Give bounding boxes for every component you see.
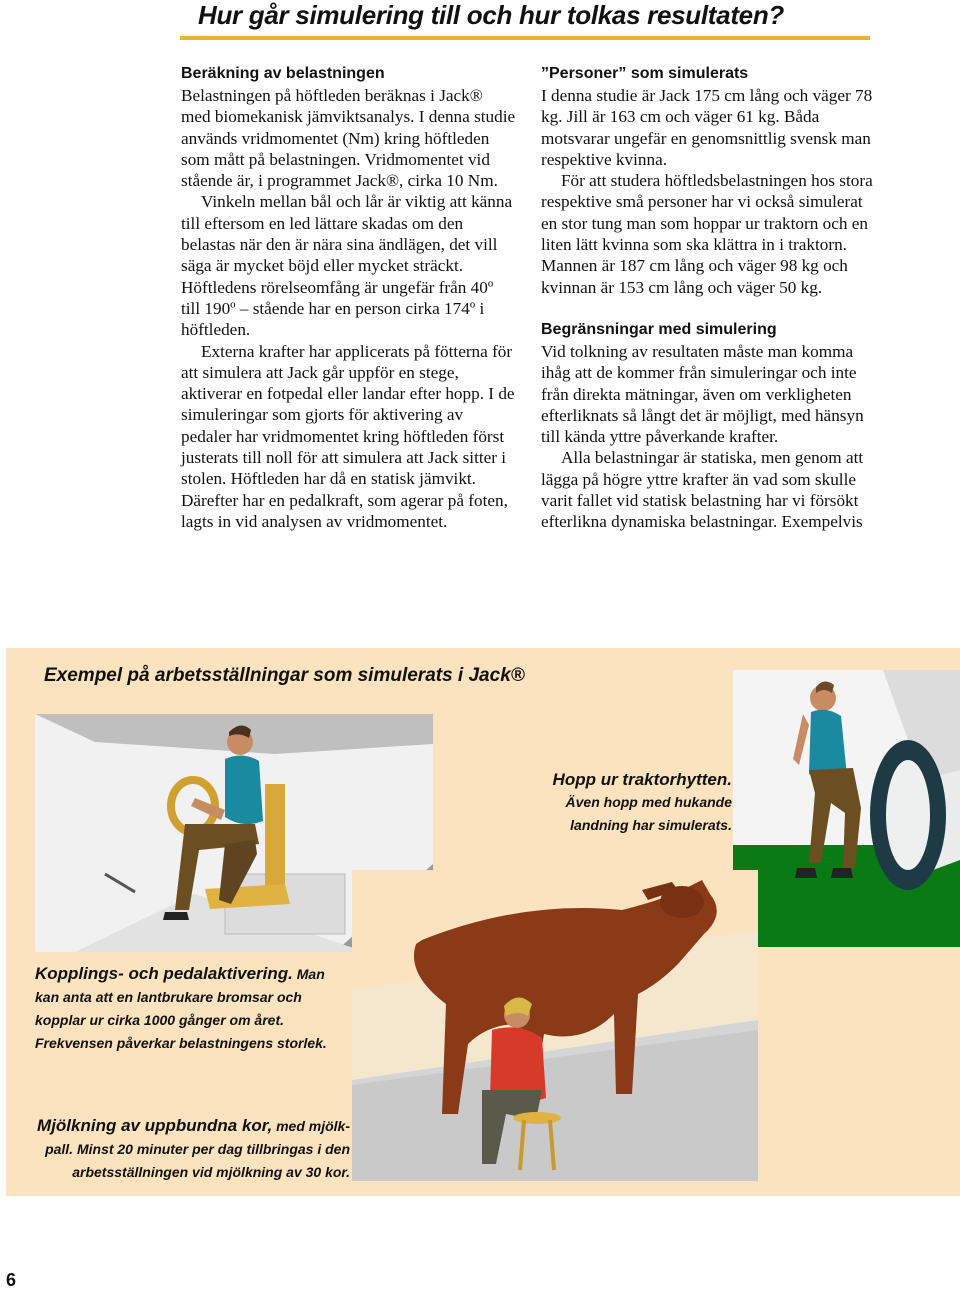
paragraph: Vid tolkning av resultaten måste man komma ihåg att de kommer från simuleringar och inte från direkta mätningar, även om verkligheten efterliknats så långt det är möjligt, med hänsyn till kända yttre påverkande krafter. bbox=[541, 341, 864, 447]
caption-text: Man kan anta att en lantbrukare bromsar och kopplar ur cirka 1000 gånger om året. Frekvensen påverkar belastningens storlek. bbox=[35, 966, 327, 1051]
tractor-jump-illustration bbox=[733, 670, 960, 947]
caption-line: Även hopp med hukande bbox=[565, 794, 732, 810]
paragraph: I denna studie är Jack 175 cm lång och väger 78 kg. Jill är 163 cm och väger 61 kg. Båda motsvarar ungefär en genomsnittlig svensk man respektive kvinna. bbox=[541, 86, 873, 169]
examples-panel-title: Exempel på arbetsställningar som simulerats i Jack® bbox=[44, 665, 525, 686]
page-title: Hur går simulering till och hur tolkas resultaten? bbox=[198, 0, 784, 30]
section-heading-persons: ”Personer” som simulerats bbox=[541, 65, 749, 82]
caption-line: pall. Minst 20 minuter per dag tillbringas i den bbox=[45, 1141, 350, 1157]
paragraph: Vinkeln mellan bål och lår är viktig att känna till eftersom en led lättare skadas om den belastas när den är nära sina ändlägen, det vill säga är mycket böjd eller mycket sträckt. Höftledens rörelseomfång är ungefär från 40º till 190º – stående har en person cirka 174º i höftleden. bbox=[181, 192, 513, 340]
caption-line: landning har simulerats. bbox=[570, 817, 732, 833]
caption-lead: Mjölkning av uppbundna kor, bbox=[37, 1116, 273, 1135]
caption-milking bbox=[24, 1114, 350, 1184]
paragraph: Externa krafter har applicerats på fötterna för att simulera att Jack går uppför en stege, aktiverar en fotpedal eller landar efter hopp. I de simuleringar som gjorts för aktivering av pedaler har vridmomentet kring höftleden först justerats till noll för att simulera att Jack sitter i stolen. Höftleden har då en statisk jämvikt. Därefter har en pedalkraft, som agerar på foten, lagts in vid analysen av vridmomentet. bbox=[181, 341, 515, 531]
caption-line bbox=[24, 1114, 350, 1138]
caption-pedal-activation bbox=[35, 962, 330, 1055]
left-column bbox=[181, 62, 516, 532]
caption-line: arbetsställningen vid mjölkning av 30 kor. bbox=[72, 1164, 350, 1180]
caption-lead: Hopp ur traktorhytten. bbox=[552, 770, 732, 789]
title-underline bbox=[180, 36, 870, 40]
caption-tractor-jump bbox=[542, 768, 732, 837]
paragraph: Alla belastningar är statiska, men genom att lägga på högre yttre krafter än vad som skulle varit fallet vid statisk belastning har vi försökt efterlikna dynamiska belastningar. Exempelvis bbox=[541, 448, 864, 532]
milking-illustration bbox=[352, 870, 758, 1181]
paragraph: Belastningen på höftleden beräknas i Jack® med biomekanisk jämviktsanalys. I denna studie används vridmomentet (Nm) kring höftleden som mått på belastningen. Vridmomentet vid stående är, i programmet Jack®, cirka 10 Nm. bbox=[181, 86, 516, 191]
section-heading-calculation: Beräkning av belastningen bbox=[181, 65, 385, 82]
paragraph: För att studera höftledsbelastningen hos stora respektive små personer har vi också simulerat en stor tung man som hoppar ur traktorn och en liten lätt kvinna som ska klättra in i traktorn. Mannen är 187 cm lång och väger 98 kg och kvinnan är 153 cm lång och väger 50 kg. bbox=[541, 171, 873, 297]
caption-lead: Kopplings- och pedalaktivering. bbox=[35, 964, 293, 983]
section-heading-limitations: Begränsningar med simulering bbox=[541, 320, 777, 338]
page-number: 6 bbox=[6, 1270, 17, 1290]
right-column bbox=[541, 62, 876, 533]
caption-text: med mjölk- bbox=[272, 1118, 350, 1134]
